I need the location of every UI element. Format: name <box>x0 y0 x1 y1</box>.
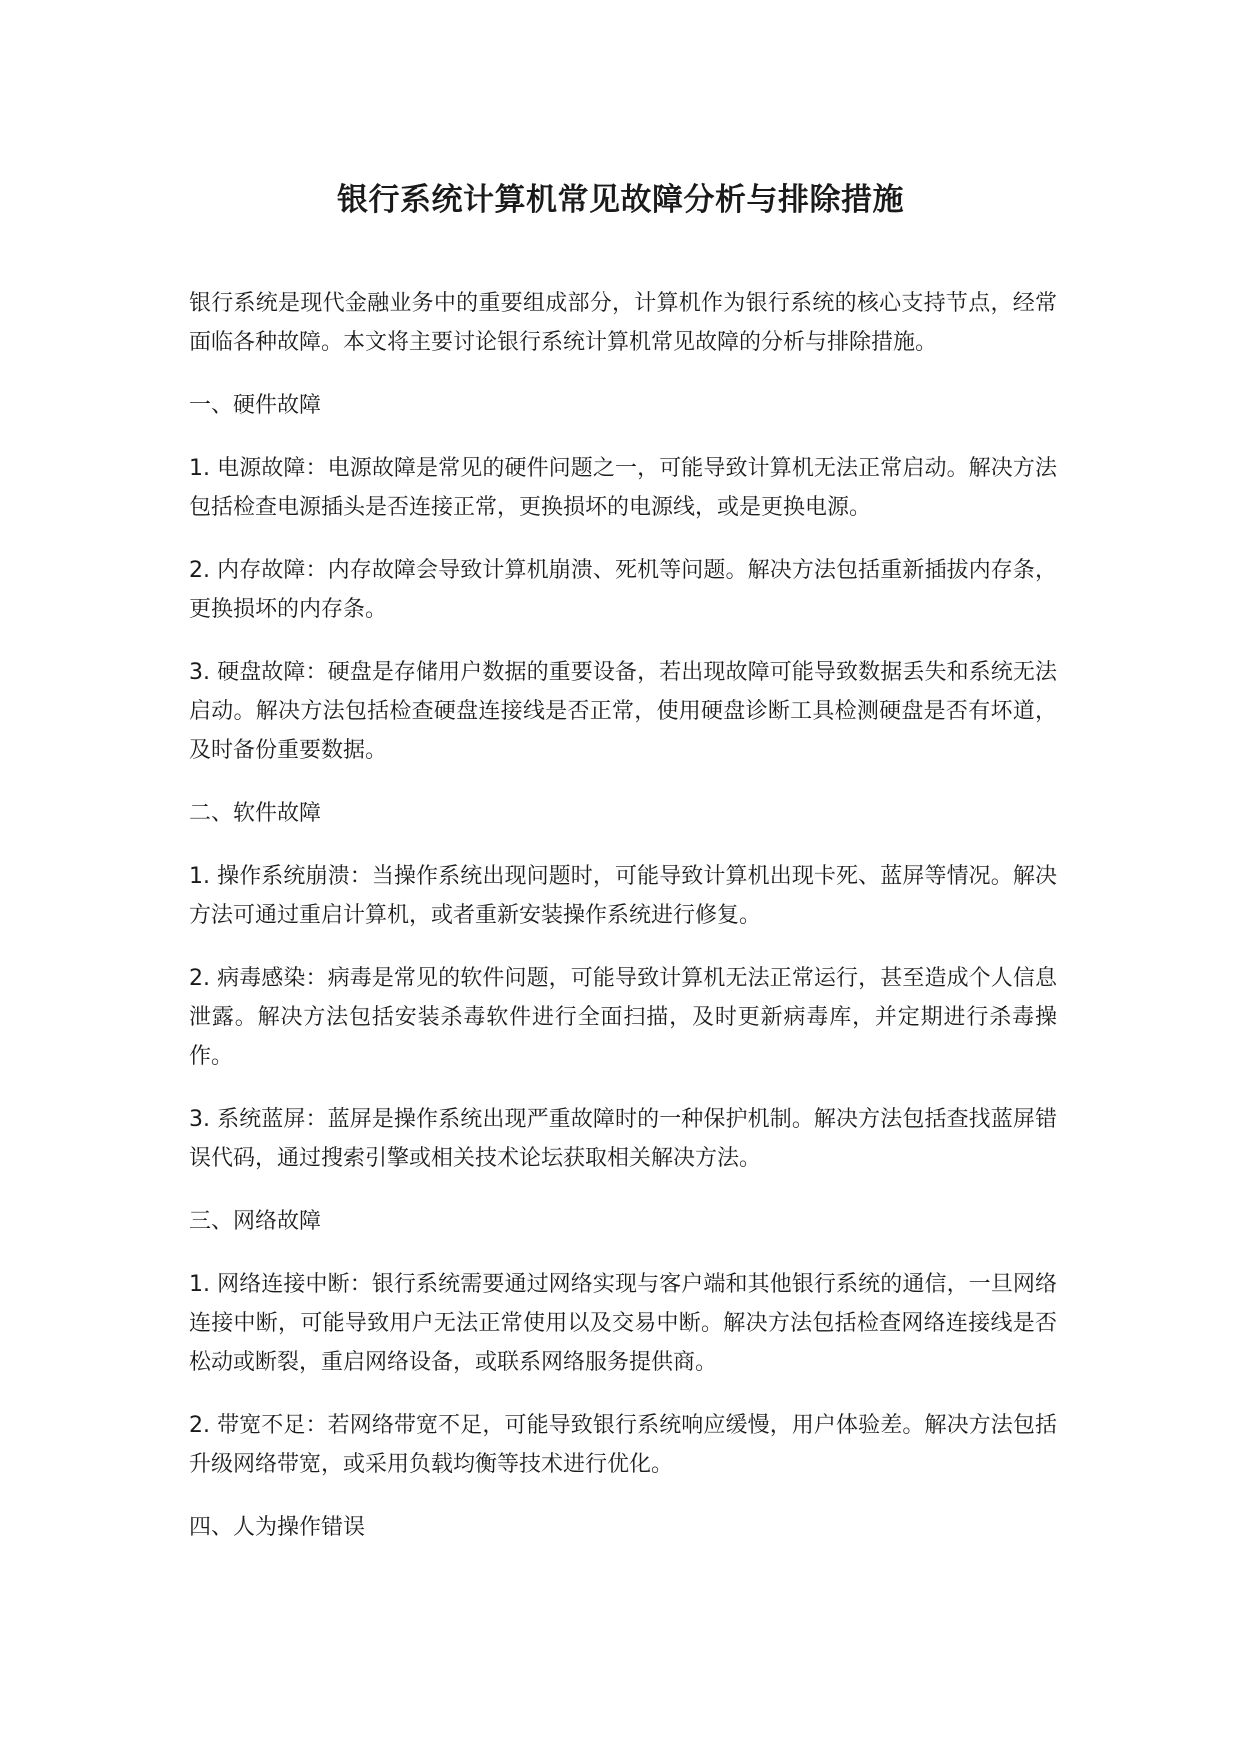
network-item-disconnect: 1. 网络连接中断：银行系统需要通过网络实现与客户端和其他银行系统的通信，一旦网络连接中断，可能导致用户无法正常使用以及交易中断。解决方法包括检查网络连接线是否松动或断裂，重启网络设备，或联系网络服务提供商。 <box>189 1272 1057 1375</box>
section-heading-hardware: 一、硬件故障 <box>189 393 322 418</box>
software-item-virus: 2. 病毒感染：病毒是常见的软件问题，可能导致计算机无法正常运行，甚至造成个人信息泄露。解决方法包括安装杀毒软件进行全面扫描，及时更新病毒库，并定期进行杀毒操作。 <box>189 966 1057 1069</box>
document-title: 银行系统计算机常见故障分析与排除措施 <box>337 182 904 218</box>
hardware-item-disk: 3. 硬盘故障：硬盘是存储用户数据的重要设备，若出现故障可能导致数据丢失和系统无法启动。解决方法包括检查硬盘连接线是否正常，使用硬盘诊断工具检测硬盘是否有坏道，及时备份重要数据。 <box>189 660 1057 763</box>
document-body <box>189 284 1057 1571</box>
software-item-bluescreen: 3. 系统蓝屏：蓝屏是操作系统出现严重故障时的一种保护机制。解决方法包括查找蓝屏错误代码，通过搜索引擎或相关技术论坛获取相关解决方法。 <box>189 1107 1057 1171</box>
hardware-item-power: 1. 电源故障：电源故障是常见的硬件问题之一，可能导致计算机无法正常启动。解决方法包括检查电源插头是否连接正常，更换损坏的电源线，或是更换电源。 <box>189 456 1057 520</box>
section-heading-human-error: 四、人为操作错误 <box>189 1515 366 1540</box>
hardware-item-memory: 2. 内存故障：内存故障会导致计算机崩溃、死机等问题。解决方法包括重新插拔内存条，更换损坏的内存条。 <box>189 558 1057 622</box>
intro-paragraph: 银行系统是现代金融业务中的重要组成部分，计算机作为银行系统的核心支持节点，经常面临各种故障。本文将主要讨论银行系统计算机常见故障的分析与排除措施。 <box>189 291 1057 355</box>
section-heading-network: 三、网络故障 <box>189 1209 322 1234</box>
software-item-os-crash: 1. 操作系统崩溃：当操作系统出现问题时，可能导致计算机出现卡死、蓝屏等情况。解决方法可通过重启计算机，或者重新安装操作系统进行修复。 <box>189 864 1057 928</box>
network-item-bandwidth: 2. 带宽不足：若网络带宽不足，可能导致银行系统响应缓慢，用户体验差。解决方法包括升级网络带宽，或采用负载均衡等技术进行优化。 <box>189 1413 1057 1477</box>
section-heading-software: 二、软件故障 <box>189 801 322 826</box>
